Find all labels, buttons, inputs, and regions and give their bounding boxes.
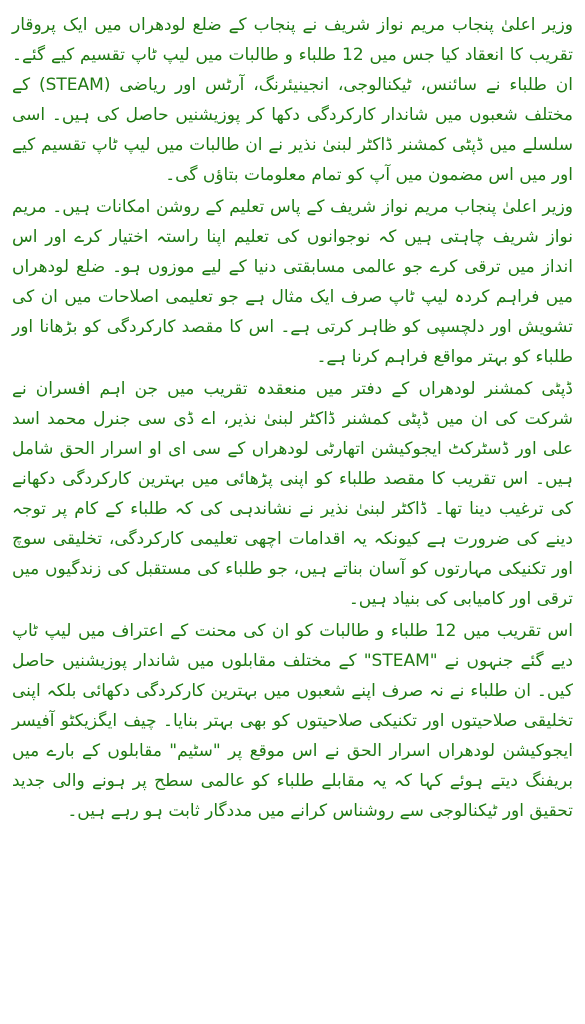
article-paragraph-3: ڈپٹی کمشنر لودھراں کے دفتر میں منعقدہ تقریب میں جن اہم افسران نے شرکت کی ان میں ڈپٹی کمشنر ڈاکٹر لبنیٰ نذیر، اے ڈی سی جنرل محمد اسد علی اور ڈسٹرکٹ ایجوکیشن اتھارٹی لودھراں کے سی ای او اسرار الحق شامل ہیں۔ اس تقریب کا مقصد طلباء کو اپنی پڑھائی میں بہترین کارکردگی دکھانے کی ترغیب دینا تھا۔ ڈاکٹر لبنیٰ نذیر نے نشاندہی کی کہ طلباء کے کام پر توجہ دینے کی ضرورت ہے کیونکہ یہ اقدامات اچھی تعلیمی کارکردگی، تخلیقی سوچ اور تکنیکی مہارتوں کو آسان بناتے ہیں، جو طلباء کی مستقبل کی زندگیوں میں ترقی اور کامیابی کی بنیاد ہیں۔ (12, 379, 573, 609)
article-paragraph-2: وزیر اعلیٰ پنجاب مریم نواز شریف کے پاس تعلیم کے روشن امکانات ہیں۔ مریم نواز شریف چاہتی ہیں کہ نوجوانوں کی تعلیم اپنا راستہ اختیار کرے اور اس انداز میں ترقی کرے جو عالمی مسابقتی دنیا کے لیے موزوں ہو۔ ضلع لودھراں میں فراہم کردہ لیپ ٹاپ صرف ایک مثال ہے جو تعلیمی اصلاحات میں ان کی تشویش اور دلچسپی کو ظاہر کرتی ہے۔ اس کا مقصد کارکردگی کو بڑھانا اور طلباء کو بہتر مواقع فراہم کرنا ہے۔ (12, 197, 573, 367)
article-paragraph-1: وزیر اعلیٰ پنجاب مریم نواز شریف نے پنجاب کے ضلع لودھراں میں ایک پروقار تقریب کا انعقاد کیا جس میں 12 طلباء و طالبات میں لیپ ٹاپ تقسیم کیے گئے۔ ان طلباء نے سائنس، ٹیکنالوجی، انجینیئرنگ، آرٹس اور ریاضی (STEAM) کے مختلف شعبوں میں شاندار کارکردگی دکھا کر پوزیشنیں حاصل کی ہیں۔ اسی سلسلے میں ڈپٹی کمشنر ڈاکٹر لبنیٰ نذیر نے ان طالبات میں لیپ ٹاپ تقسیم کیے اور میں اس مضمون میں آپ کو تمام معلومات بتاؤں گی۔ (12, 15, 573, 185)
article-paragraph-4: اس تقریب میں 12 طلباء و طالبات کو ان کی محنت کے اعتراف میں لیپ ٹاپ دیے گئے جنہوں نے "STEAM" کے مختلف مقابلوں میں شاندار پوزیشنیں حاصل کیں۔ ان طلباء نے نہ صرف اپنے شعبوں میں بہترین کارکردگی دکھائی بلکہ اپنی تخلیقی صلاحیتوں اور تکنیکی صلاحیتوں کو بھی بہتر بنایا۔ چیف ایگزیکٹو آفیسر ایجوکیشن لودھراں اسرار الحق نے اس موقع پر "سٹیم" مقابلوں کے بارے میں بریفنگ دیتے ہوئے کہا کہ یہ مقابلے طلباء کو عالمی سطح پر ہونے والی جدید تحقیق اور ٹیکنالوجی سے روشناس کرانے میں مددگار ثابت ہو رہے ہیں۔ (12, 621, 574, 821)
